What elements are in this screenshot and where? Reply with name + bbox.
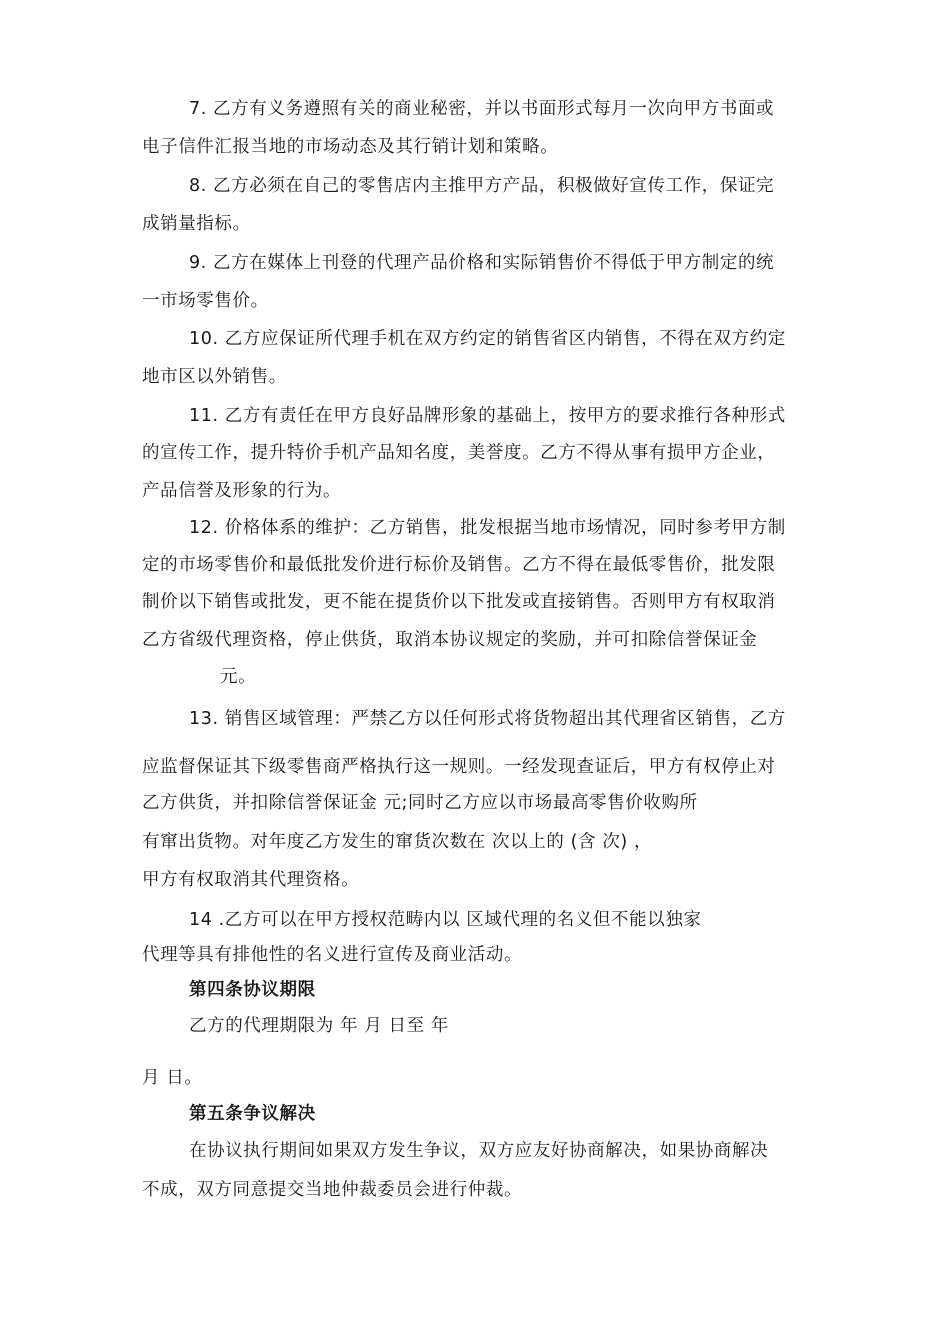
clause-12-line-5: 元。 bbox=[220, 667, 257, 687]
section-4-heading: 第四条协议期限 bbox=[189, 980, 316, 1000]
clause-7-line-2: 电子信件汇报当地的市场动态及其行销计划和策略。 bbox=[142, 137, 559, 157]
clause-8-line-2: 成销量指标。 bbox=[142, 214, 251, 234]
clause-12-line-3: 制价以下销售或批发，更不能在提货价以下批发或直接销售。否则甲方有权取消 bbox=[142, 592, 776, 612]
clause-8-line-1: 8. 乙方必须在自己的零售店内主推甲方产品，积极做好宣传工作，保证完 bbox=[189, 176, 775, 196]
clause-14-line-1: 14 .乙方可以在甲方授权范畴内以 区域代理的名义但不能以独家 bbox=[189, 910, 702, 930]
clause-7-line-1: 7. 乙方有义务遵照有关的商业秘密，并以书面形式每月一次向甲方书面或 bbox=[189, 99, 775, 119]
section-5-heading: 第五条争议解决 bbox=[189, 1104, 316, 1124]
clause-12-line-2: 定的市场零售价和最低批发价进行标价及销售。乙方不得在最低零售价，批发限 bbox=[142, 555, 776, 575]
clause-13-line-3: 乙方供货，并扣除信誉保证金 元;同时乙方应以市场最高零售价收购所 bbox=[142, 793, 698, 813]
clause-11-line-1: 11. 乙方有责任在甲方良好品牌形象的基础上，按甲方的要求推行各种形式 bbox=[189, 406, 786, 426]
clause-13-line-1: 13. 销售区域管理：严禁乙方以任何形式将货物超出其代理省区销售，乙方 bbox=[189, 709, 786, 729]
clause-11-line-3: 产品信誉及形象的行为。 bbox=[142, 481, 342, 501]
clause-9-line-1: 9. 乙方在媒体上刊登的代理产品价格和实际销售价不得低于甲方制定的统 bbox=[189, 253, 775, 273]
clause-10-line-1: 10. 乙方应保证所代理手机在双方约定的销售省区内销售，不得在双方约定 bbox=[189, 329, 786, 349]
term-line-1: 乙方的代理期限为 年 月 日至 年 bbox=[189, 1016, 449, 1036]
clause-13-line-4: 有窜出货物。对年度乙方发生的窜货次数在 次以上的 (含 次) ， bbox=[142, 832, 653, 852]
clause-11-line-2: 的宣传工作，提升特价手机产品知名度，美誉度。乙方不得从事有损甲方企业， bbox=[142, 443, 776, 463]
dispute-line-2: 不成，双方同意提交当地仲裁委员会进行仲裁。 bbox=[142, 1180, 523, 1200]
clause-12-line-4: 乙方省级代理资格，停止供货，取消本协议规定的奖励，并可扣除信誉保证金 bbox=[142, 630, 758, 650]
clause-12-line-1: 12. 价格体系的维护：乙方销售，批发根据当地市场情况，同时参考甲方制 bbox=[189, 518, 786, 538]
dispute-line-1: 在协议执行期间如果双方发生争议，双方应友好协商解决，如果协商解决 bbox=[189, 1141, 769, 1161]
clause-9-line-2: 一市场零售价。 bbox=[142, 291, 269, 311]
clause-14-line-2: 代理等具有排他性的名义进行宣传及商业活动。 bbox=[142, 945, 523, 965]
clause-10-line-2: 地市区以外销售。 bbox=[142, 367, 287, 387]
clause-13-line-5: 甲方有权取消其代理资格。 bbox=[142, 870, 360, 890]
clause-13-line-2: 应监督保证其下级零售商严格执行这一规则。一经发现查证后，甲方有权停止对 bbox=[142, 757, 776, 777]
term-line-2: 月 日。 bbox=[142, 1068, 203, 1088]
